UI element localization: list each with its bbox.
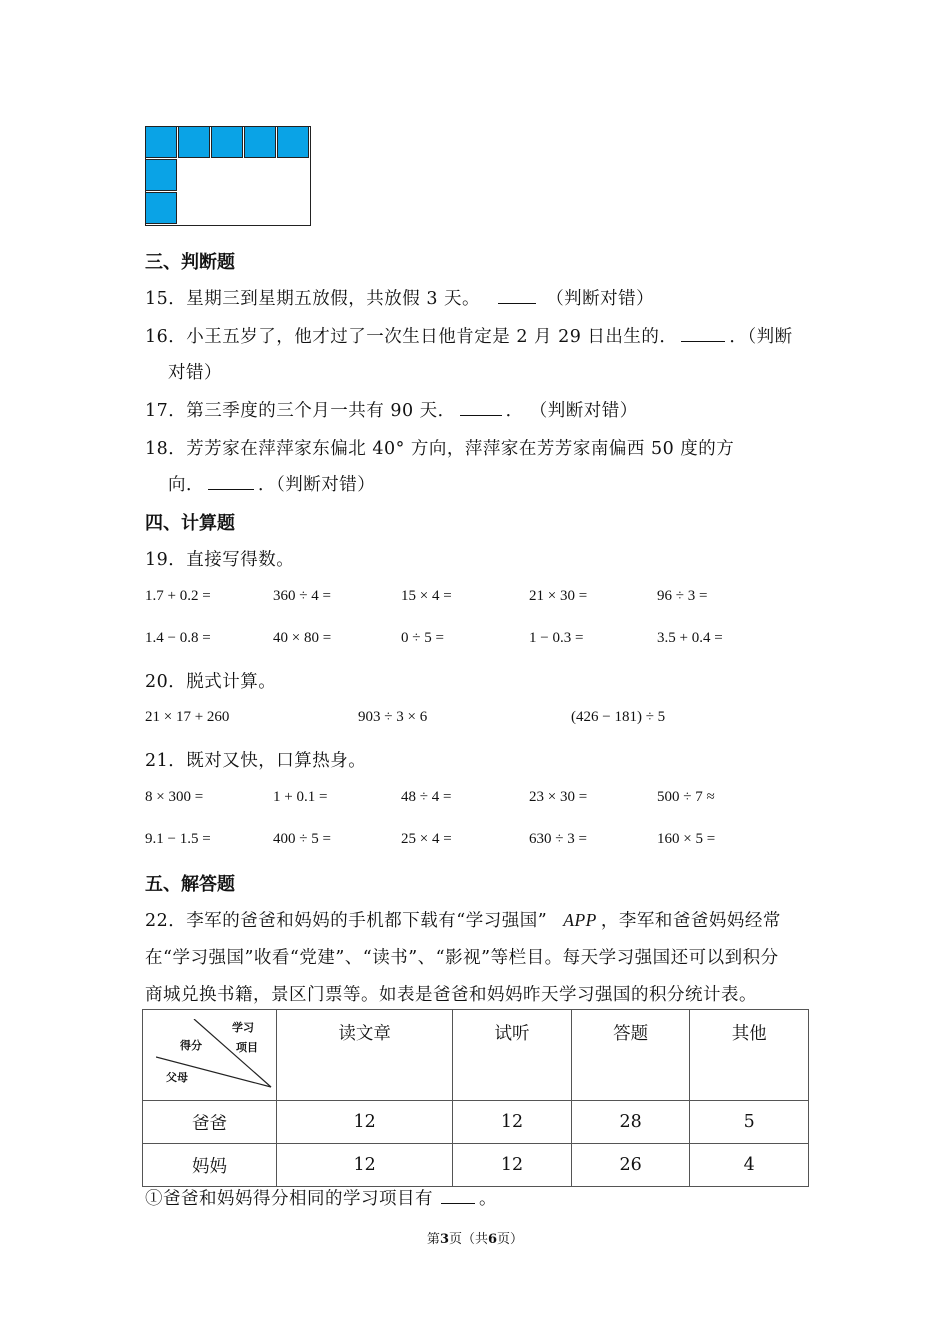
expr: 15 × 4 = <box>401 588 452 604</box>
row-label: 爸爸 <box>143 1101 277 1144</box>
question-22-line2: 在“学习强国”收看“党建”、“读书”、“影视”等栏目。每天学习强国还可以到积分 <box>145 948 779 968</box>
expr: 9.1 − 1.5 = <box>145 831 211 847</box>
expr: 630 ÷ 3 = <box>529 831 587 847</box>
expr: 1 − 0.3 = <box>529 630 584 646</box>
table-cell: 26 <box>571 1144 690 1187</box>
score-table <box>142 1009 809 1187</box>
table-row <box>143 1144 809 1187</box>
page-footer: 第3页（共6页） <box>426 1232 524 1247</box>
table-cell: 4 <box>690 1144 809 1187</box>
question-22-line1: 22．李军的爸爸和妈妈的手机都下载有“学习强国” APP ，李军和爸爸妈妈经常 <box>145 910 781 931</box>
diagonal-header <box>156 1019 273 1089</box>
expr: 1.4 − 0.8 = <box>145 630 211 646</box>
question-17: 17．第三季度的三个月一共有 90 天． ． （判断对错） <box>145 397 638 422</box>
blue-square <box>277 126 309 158</box>
table-cell: 12 <box>453 1101 572 1144</box>
expr: 40 × 80 = <box>273 630 332 646</box>
question-19-title: 19．直接写得数。 <box>145 550 295 570</box>
expr: 160 × 5 = <box>657 831 716 847</box>
row-label: 妈妈 <box>143 1144 277 1187</box>
question-20-title: 20．脱式计算。 <box>145 672 277 692</box>
expr: 0 ÷ 5 = <box>401 630 444 646</box>
expr: 23 × 30 = <box>529 789 588 805</box>
section-title-solve: 五、解答题 <box>145 874 235 895</box>
expr: 21 × 30 = <box>529 588 588 604</box>
question-15: 15．星期三到星期五放假，共放假 3 天。 （判断对错） <box>145 285 654 310</box>
expr: 8 × 300 = <box>145 789 204 805</box>
table-row <box>143 1101 809 1144</box>
section-title-calc: 四、计算题 <box>145 513 235 534</box>
blue-square <box>145 192 177 224</box>
expr: 96 ÷ 3 = <box>657 588 708 604</box>
grid-figure <box>145 126 311 226</box>
expr: 500 ÷ 7 ≈ <box>657 789 715 805</box>
expr: 3.5 + 0.4 = <box>657 630 723 646</box>
expr: 400 ÷ 5 = <box>273 831 331 847</box>
expr: (426 − 181) ÷ 5 <box>571 709 666 725</box>
expr: 903 ÷ 3 × 6 <box>358 709 428 725</box>
table-header-row <box>143 1010 809 1101</box>
question-16: 16．小王五岁了，他才过了一次生日他肯定是 2 月 29 日出生的． ．（判断 <box>145 323 793 348</box>
question-18: 18．芳芳家在萍萍家东偏北 40° 方向，萍萍家在芳芳家南偏西 50 度的方 <box>145 439 735 459</box>
expr: 21 × 17 + 260 <box>145 709 230 725</box>
answer-blank[interactable] <box>208 472 254 490</box>
blue-square <box>244 126 276 158</box>
question-22-sub1: ①爸爸和妈妈得分相同的学习项目有 。 <box>145 1185 497 1210</box>
expr: 360 ÷ 4 = <box>273 588 331 604</box>
answer-blank[interactable] <box>498 286 536 304</box>
blue-square <box>145 159 177 191</box>
table-cell: 12 <box>277 1144 453 1187</box>
table-header: 试听 <box>453 1010 572 1101</box>
table-header: 答题 <box>571 1010 690 1101</box>
section-title-judge: 三、判断题 <box>145 252 235 273</box>
answer-blank[interactable] <box>681 324 725 342</box>
expr: 1.7 + 0.2 = <box>145 588 211 604</box>
table-cell: 5 <box>690 1101 809 1144</box>
blue-square <box>211 126 243 158</box>
expr: 1 + 0.1 = <box>273 789 328 805</box>
corner-label: 父母 <box>166 1071 188 1084</box>
table-header: 其他 <box>690 1010 809 1101</box>
expr: 48 ÷ 4 = <box>401 789 452 805</box>
question-21-title: 21．既对又快，口算热身。 <box>145 751 367 771</box>
question-16-cont: 对错） <box>168 363 222 383</box>
table-cell: 28 <box>571 1101 690 1144</box>
answer-blank[interactable] <box>441 1186 475 1204</box>
expr: 25 × 4 = <box>401 831 452 847</box>
corner-label: 项目 <box>236 1041 258 1054</box>
answer-blank[interactable] <box>460 398 502 416</box>
blue-square <box>178 126 210 158</box>
question-18-cont: 向． ．（判断对错） <box>168 471 375 496</box>
blue-square <box>145 126 177 158</box>
question-22-line3: 商城兑换书籍，景区门票等。如表是爸爸和妈妈昨天学习强国的积分统计表。 <box>145 985 757 1005</box>
table-cell: 12 <box>453 1144 572 1187</box>
table-corner-cell <box>143 1010 277 1101</box>
corner-label: 得分 <box>180 1039 202 1052</box>
corner-label: 学习 <box>232 1021 254 1034</box>
table-header: 读文章 <box>277 1010 453 1101</box>
table-cell: 12 <box>277 1101 453 1144</box>
